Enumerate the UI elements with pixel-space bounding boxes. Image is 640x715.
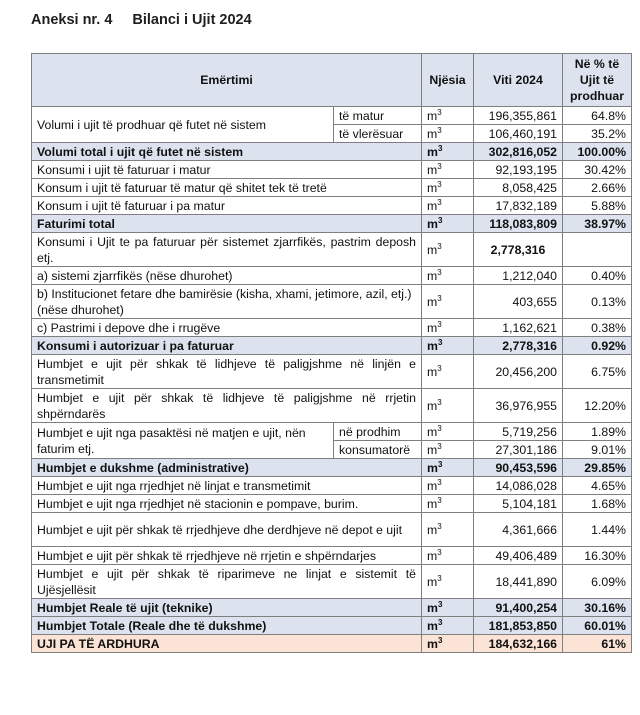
row-pct: 0.38% — [563, 319, 632, 337]
header-pct: Në % të Ujit të prodhuar — [563, 54, 632, 107]
row-value: 196,355,861 — [474, 107, 563, 125]
header-year: Viti 2024 — [474, 54, 563, 107]
row-value: 5,719,256 — [474, 423, 563, 441]
table-row — [32, 179, 632, 197]
row-value: 36,976,955 — [474, 389, 563, 423]
row-name: Faturimi total — [32, 215, 422, 233]
row-unit: $m^3$ — [422, 107, 474, 125]
row-value: 14,086,028 — [474, 477, 563, 495]
row-pct: 60.01% — [563, 617, 632, 635]
row-pct: 30.16% — [563, 599, 632, 617]
row-pct: 1.44% — [563, 513, 632, 547]
row-pct: 12.20% — [563, 389, 632, 423]
row-name: Humbjet e ujit nga rrjedhjet në stacionin e pompave, burim. — [32, 495, 422, 513]
row-value: 8,058,425 — [474, 179, 563, 197]
row-value: 106,460,191 — [474, 125, 563, 143]
table-row-total — [32, 599, 632, 617]
row-value: 302,816,052 — [474, 143, 563, 161]
row-value: 403,655 — [474, 285, 563, 319]
row-value: 27,301,186 — [474, 441, 563, 459]
row-name: Humbjet e ujit për shkak të lidhjeve të paligjshme në linjën e transmetimit — [32, 355, 422, 389]
row-unit: $m^3$ — [422, 635, 474, 653]
row-pct: 35.2% — [563, 125, 632, 143]
row-unit: $m^3$ — [422, 355, 474, 389]
row-pct: 38.97% — [563, 215, 632, 233]
row-name: Humbjet e dukshme (administrative) — [32, 459, 422, 477]
row-pct: 0.92% — [563, 337, 632, 355]
row-unit: $m^3$ — [422, 477, 474, 495]
row-value: 5,104,181 — [474, 495, 563, 513]
table-row-total — [32, 459, 632, 477]
row-name: Volumi i ujit të prodhuar që futet në sistem — [32, 107, 334, 143]
row-name: Konsum i ujit të faturuar të matur që shitet tek të tretë — [32, 179, 422, 197]
row-name: c) Pastrimi i depove dhe i rrugëve — [32, 319, 422, 337]
row-value: 2,778,316 — [474, 233, 563, 267]
table-row-total — [32, 617, 632, 635]
table-row — [32, 197, 632, 215]
row-name: a) sistemi zjarrfikës (nëse dhurohet) — [32, 267, 422, 285]
row-unit: $m^3$ — [422, 423, 474, 441]
row-value: 17,832,189 — [474, 197, 563, 215]
row-unit: $m^3$ — [422, 617, 474, 635]
table-row — [32, 477, 632, 495]
row-unit: $m^3$ — [422, 319, 474, 337]
row-pct — [563, 233, 632, 267]
row-value: 118,083,809 — [474, 215, 563, 233]
row-value: 4,361,666 — [474, 513, 563, 547]
row-pct: 61% — [563, 635, 632, 653]
row-pct: 30.42% — [563, 161, 632, 179]
annex-label: Aneksi nr. 4 — [31, 12, 113, 28]
table-row — [32, 423, 632, 441]
row-unit: $m^3$ — [422, 389, 474, 423]
row-sub: të matur — [334, 107, 422, 125]
row-value: 2,778,316 — [474, 337, 563, 355]
row-pct: 0.13% — [563, 285, 632, 319]
row-unit: $m^3$ — [422, 179, 474, 197]
row-unit: $m^3$ — [422, 285, 474, 319]
row-name: Humbjet e ujit për shkak të rrjedhjeve dhe derdhjeve në depot e ujit — [32, 513, 422, 547]
table-row-total — [32, 215, 632, 233]
row-pct: 1.68% — [563, 495, 632, 513]
row-unit: $m^3$ — [422, 459, 474, 477]
row-unit: $m^3$ — [422, 267, 474, 285]
table-row — [32, 495, 632, 513]
row-name: b) Institucionet fetare dhe bamirësie (kisha, xhami, jetimore, azil, etj.) (nëse dhurohet) — [32, 285, 422, 319]
table-title: Bilanci i Ujit 2024 — [132, 12, 252, 28]
row-value: 184,632,166 — [474, 635, 563, 653]
document-title — [31, 12, 252, 28]
row-unit: $m^3$ — [422, 599, 474, 617]
row-pct: 64.8% — [563, 107, 632, 125]
row-pct: 5.88% — [563, 197, 632, 215]
row-unit: $m^3$ — [422, 143, 474, 161]
row-sub: në prodhim — [334, 423, 422, 441]
row-name: Konsumi i ujit të faturuar i matur — [32, 161, 422, 179]
table-row — [32, 107, 632, 125]
row-unit: $m^3$ — [422, 215, 474, 233]
row-sub: konsumatorë — [334, 441, 422, 459]
row-value: 20,456,200 — [474, 355, 563, 389]
row-pct: 4.65% — [563, 477, 632, 495]
row-unit: $m^3$ — [422, 547, 474, 565]
row-unit: $m^3$ — [422, 233, 474, 267]
table-row — [32, 233, 632, 267]
table-row — [32, 161, 632, 179]
row-name: Humbjet e ujit nga pasaktësi në matjen e ujit, nën faturim etj. — [32, 423, 334, 459]
row-unit: $m^3$ — [422, 513, 474, 547]
row-name: Konsumi i Ujit te pa faturuar për sistemet zjarrfikës, pastrim deposh etj. — [32, 233, 422, 267]
row-name: Humbjet e ujit nga rrjedhjet në linjat e transmetimit — [32, 477, 422, 495]
table-row — [32, 547, 632, 565]
row-name: Humbjet e ujit për shkak të rrjedhjeve në rrjetin e shpërndarjes — [32, 547, 422, 565]
table-row — [32, 285, 632, 319]
row-pct: 29.85% — [563, 459, 632, 477]
table-row — [32, 267, 632, 285]
table-row-total — [32, 143, 632, 161]
row-pct: 9.01% — [563, 441, 632, 459]
row-pct: 1.89% — [563, 423, 632, 441]
water-balance-table — [31, 53, 632, 653]
table-row — [32, 513, 632, 547]
row-value: 181,853,850 — [474, 617, 563, 635]
row-unit: $m^3$ — [422, 161, 474, 179]
table-row — [32, 355, 632, 389]
header-name: Emërtimi — [32, 54, 422, 107]
row-name: Humbjet e ujit për shkak të lidhjeve të paligjshme në rrjetin shpërndarës — [32, 389, 422, 423]
row-value: 1,212,040 — [474, 267, 563, 285]
table-row — [32, 319, 632, 337]
row-value: 91,400,254 — [474, 599, 563, 617]
table-row — [32, 565, 632, 599]
row-name: Volumi total i ujit që futet në sistem — [32, 143, 422, 161]
row-value: 92,193,195 — [474, 161, 563, 179]
table-header-row — [32, 54, 632, 107]
row-pct: 16.30% — [563, 547, 632, 565]
row-value: 49,406,489 — [474, 547, 563, 565]
row-unit: $m^3$ — [422, 441, 474, 459]
row-unit: $m^3$ — [422, 565, 474, 599]
row-value: 18,441,890 — [474, 565, 563, 599]
row-pct: 100.00% — [563, 143, 632, 161]
row-value: 90,453,596 — [474, 459, 563, 477]
row-value: 1,162,621 — [474, 319, 563, 337]
row-name: UJI PA TË ARDHURA — [32, 635, 422, 653]
table-row — [32, 389, 632, 423]
row-pct: 0.40% — [563, 267, 632, 285]
row-pct: 6.75% — [563, 355, 632, 389]
table-row-non-revenue-water — [32, 635, 632, 653]
table-row-total — [32, 337, 632, 355]
header-unit: Njësia — [422, 54, 474, 107]
row-name: Konsumi i autorizuar i pa faturuar — [32, 337, 422, 355]
row-unit: $m^3$ — [422, 125, 474, 143]
row-name: Humbjet Reale të ujit (teknike) — [32, 599, 422, 617]
row-pct: 2.66% — [563, 179, 632, 197]
row-name: Humbjet e ujit për shkak të riparimeve ne linjat e sistemit të Ujësjellësit — [32, 565, 422, 599]
row-pct: 6.09% — [563, 565, 632, 599]
row-unit: $m^3$ — [422, 337, 474, 355]
row-name: Konsum i ujit të faturuar i pa matur — [32, 197, 422, 215]
row-sub: të vlerësuar — [334, 125, 422, 143]
row-unit: $m^3$ — [422, 197, 474, 215]
row-unit: $m^3$ — [422, 495, 474, 513]
row-name: Humbjet Totale (Reale dhe të dukshme) — [32, 617, 422, 635]
